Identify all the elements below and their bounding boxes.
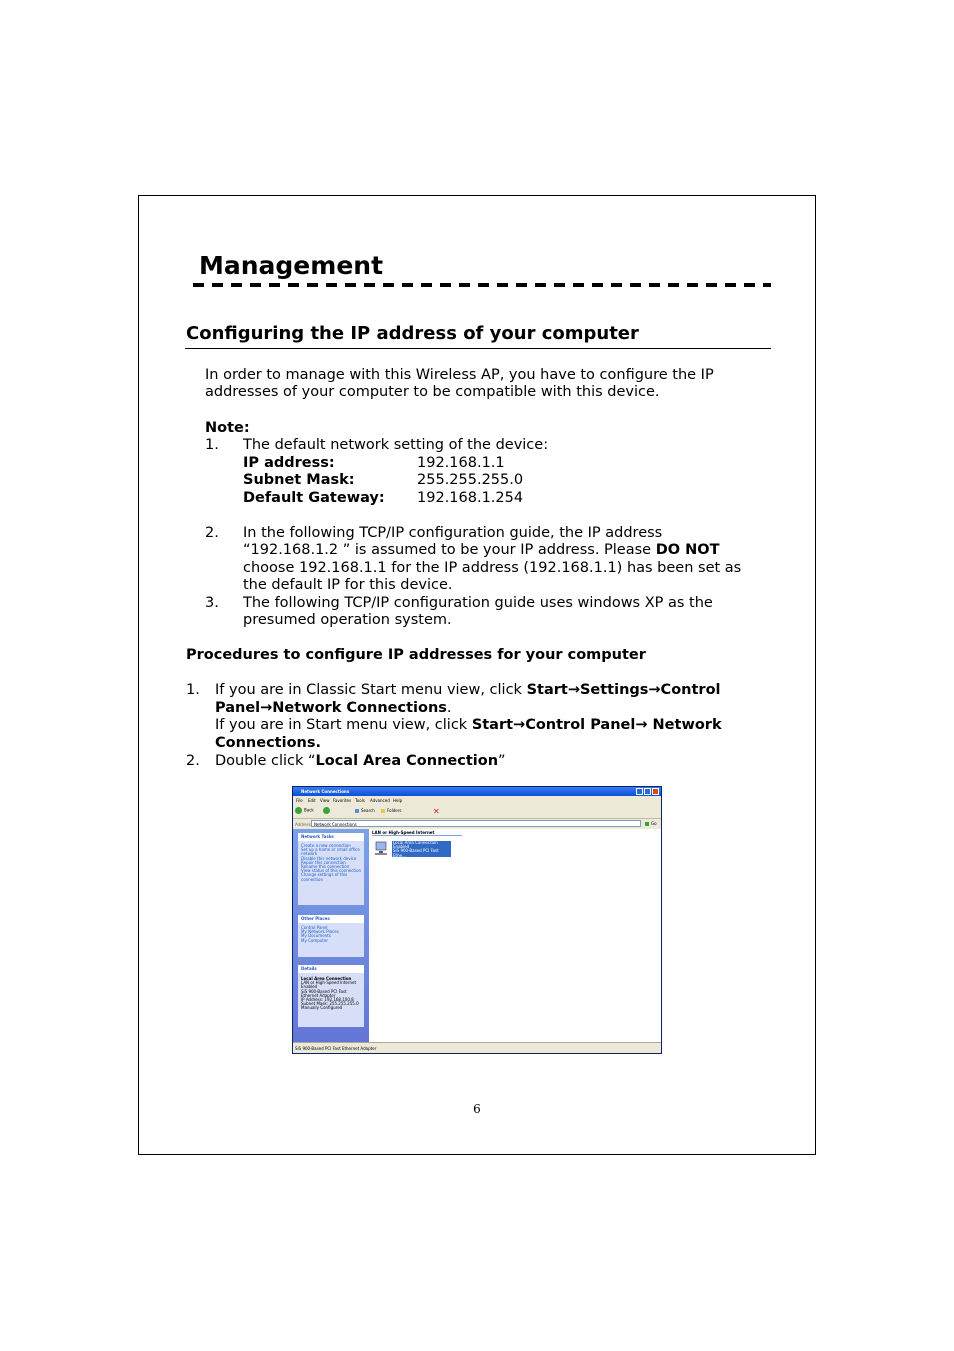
details-title: Details bbox=[298, 965, 364, 973]
note3-line-1: The following TCP/IP configuration guide uses windows XP as the bbox=[243, 595, 713, 611]
menu-bar bbox=[293, 796, 661, 804]
local-area-connection-item[interactable] bbox=[392, 841, 451, 857]
network-connections-screenshot bbox=[292, 786, 662, 1054]
page-number: 6 bbox=[473, 1102, 481, 1116]
address-bar bbox=[293, 819, 661, 829]
back-icon bbox=[295, 807, 302, 814]
task-home-network[interactable]: Set up a home or small office network bbox=[301, 847, 360, 857]
group-header-rule bbox=[372, 835, 462, 836]
task-repair[interactable]: Repair this connection bbox=[301, 859, 346, 865]
status-bar: SiS 900-Based PCI Fast Ethernet Adapter bbox=[293, 1042, 661, 1053]
menu-edit[interactable]: Edit bbox=[308, 798, 316, 803]
details-panel bbox=[298, 965, 364, 1027]
address-input[interactable]: Network Connections bbox=[311, 820, 641, 827]
details-ip: IP Address: 192.168.100.8 bbox=[301, 997, 354, 1003]
forward-icon[interactable] bbox=[323, 807, 332, 814]
connections-view bbox=[369, 829, 661, 1045]
section-title: Configuring the IP address of your computer bbox=[186, 323, 639, 344]
note3-number: 3. bbox=[205, 595, 219, 611]
section-rule bbox=[185, 348, 771, 349]
note2-line-3: choose 192.168.1.1 for the IP address (192.168.1.1) has been set as bbox=[243, 560, 742, 576]
ip-address-value: 192.168.1.1 bbox=[417, 455, 505, 471]
address-label: Address bbox=[295, 822, 311, 827]
step1-line-2: Panel→Network Connections. bbox=[215, 700, 452, 716]
connection-device: SiS 900-Based PCI Fast Ethe... bbox=[393, 848, 439, 858]
default-gateway-label: Default Gateway: bbox=[243, 490, 385, 506]
details-name: Local Area Connection bbox=[301, 976, 352, 981]
folders-icon bbox=[381, 809, 385, 813]
place-control-panel[interactable]: Control Panel bbox=[301, 925, 328, 930]
menu-help[interactable]: Help bbox=[393, 798, 403, 803]
window-titlebar bbox=[293, 787, 661, 796]
step2-number: 2. bbox=[186, 753, 200, 769]
menu-tools[interactable]: Tools bbox=[355, 798, 365, 803]
note2-line-4: the default IP for this device. bbox=[243, 577, 453, 593]
note1-number: 1. bbox=[205, 437, 219, 453]
details-mask: Subnet Mask: 255.255.255.0 bbox=[301, 1001, 359, 1007]
place-my-computer[interactable]: My Computer bbox=[301, 937, 328, 943]
search-icon bbox=[355, 809, 359, 813]
step2-text: Double click “Local Area Connection” bbox=[215, 753, 506, 769]
step1-line-4: Connections. bbox=[215, 735, 322, 751]
step1-number: 1. bbox=[186, 682, 200, 698]
task-disable-device[interactable]: Disable this network device bbox=[301, 855, 357, 861]
menu-favorites[interactable]: Favorites bbox=[333, 798, 352, 803]
intro-line-2: addresses of your computer to be compatible with this device. bbox=[205, 384, 660, 400]
note2-line-1: In the following TCP/IP configuration guide, the IP address bbox=[243, 525, 663, 541]
intro-line-1: In order to manage with this Wireless AP, you have to configure the IP bbox=[205, 367, 714, 383]
back-button[interactable]: Back bbox=[295, 807, 314, 814]
network-tasks-panel bbox=[298, 833, 364, 905]
note2-number: 2. bbox=[205, 525, 219, 541]
folders-button[interactable]: Folders bbox=[381, 808, 401, 813]
note1-text: The default network setting of the device: bbox=[243, 437, 549, 453]
task-rename[interactable]: Rename this connection bbox=[301, 864, 350, 870]
note3-line-2: presumed operation system. bbox=[243, 612, 452, 628]
task-change-settings[interactable]: Change settings of this connection bbox=[301, 872, 348, 882]
group-header: LAN or High-Speed Internet bbox=[372, 830, 435, 835]
toolbar bbox=[293, 804, 661, 819]
step1-line-1: If you are in Classic Start menu view, click Start→Settings→Control bbox=[215, 682, 721, 698]
note-label: Note: bbox=[205, 420, 250, 436]
window-title: Network Connections bbox=[301, 789, 350, 794]
close-button[interactable] bbox=[652, 788, 659, 795]
default-gateway-value: 192.168.1.254 bbox=[417, 490, 524, 506]
other-places-panel bbox=[298, 915, 364, 957]
task-pane bbox=[293, 829, 369, 1045]
title-dashed-rule bbox=[193, 283, 771, 287]
details-type: LAN or High-Speed Internet bbox=[301, 980, 357, 986]
menu-file[interactable]: File bbox=[296, 798, 303, 803]
search-button[interactable]: Search bbox=[355, 808, 375, 813]
connection-name: Local Area Connection bbox=[393, 840, 438, 845]
delete-icon[interactable]: ✕ bbox=[433, 807, 440, 816]
place-my-documents[interactable]: My Documents bbox=[301, 933, 331, 939]
other-places-title: Other Places bbox=[298, 915, 364, 923]
page-title: Management bbox=[199, 251, 384, 280]
go-icon bbox=[645, 822, 649, 826]
connection-status: Enabled bbox=[393, 844, 410, 850]
menu-advanced[interactable]: Advanced bbox=[370, 798, 390, 803]
network-tasks-title: Network Tasks bbox=[298, 833, 364, 841]
details-config: Manually Configured bbox=[301, 1005, 343, 1011]
do-not-emphasis: DO NOT bbox=[655, 542, 720, 558]
ip-address-label: IP address: bbox=[243, 455, 335, 471]
subnet-mask-value: 255.255.255.0 bbox=[417, 472, 524, 488]
go-button[interactable]: Go bbox=[645, 821, 657, 826]
details-adapter: SiS 900-Based PCI Fast Ethernet Adapter bbox=[301, 988, 347, 998]
step1-line-3: If you are in Start menu view, click Start→Control Panel→ Network bbox=[215, 717, 722, 733]
note2-line-2: “192.168.1.2 ” is assumed to be your IP address. Please DO NOT bbox=[243, 542, 720, 558]
maximize-button[interactable] bbox=[644, 788, 651, 795]
details-status: Enabled bbox=[301, 984, 318, 990]
lan-connection-icon[interactable] bbox=[374, 840, 390, 857]
task-view-status[interactable]: View status of this connection bbox=[301, 868, 362, 874]
task-create-connection[interactable]: Create a new connection bbox=[301, 843, 351, 848]
minimize-button[interactable] bbox=[636, 788, 643, 795]
procedures-heading: Procedures to configure IP addresses for your computer bbox=[186, 647, 646, 663]
subnet-mask-label: Subnet Mask: bbox=[243, 472, 355, 488]
place-network-places[interactable]: My Network Places bbox=[301, 929, 339, 935]
menu-view[interactable]: View bbox=[320, 798, 330, 803]
